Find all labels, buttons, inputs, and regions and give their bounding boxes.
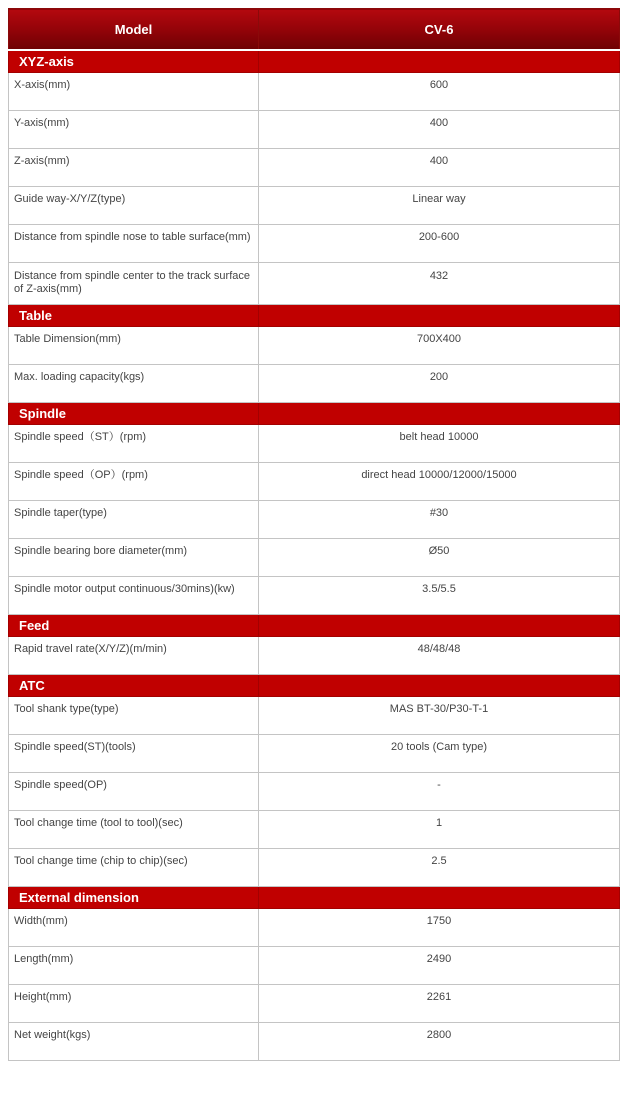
spec-value: 1750 <box>259 909 620 947</box>
table-row <box>9 735 620 773</box>
table-row <box>9 811 620 849</box>
spec-value: 2800 <box>259 1023 620 1061</box>
spec-label: Y-axis(mm) <box>9 111 259 149</box>
table-row <box>9 539 620 577</box>
spec-label: Spindle speed（ST）(rpm) <box>9 425 259 463</box>
spec-value: 2.5 <box>259 849 620 887</box>
table-row <box>9 577 620 615</box>
spec-label: Spindle taper(type) <box>9 501 259 539</box>
header-row <box>9 9 620 51</box>
spec-label: Tool shank type(type) <box>9 697 259 735</box>
spec-body <box>9 50 620 1061</box>
section-header <box>9 50 620 73</box>
spec-label: Spindle speed(ST)(tools) <box>9 735 259 773</box>
table-row <box>9 1023 620 1061</box>
section-title: Spindle <box>9 403 259 425</box>
spec-label: Height(mm) <box>9 985 259 1023</box>
section-spacer <box>259 50 620 73</box>
spec-value: MAS BT-30/P30-T-1 <box>259 697 620 735</box>
spec-label: Max. loading capacity(kgs) <box>9 365 259 403</box>
section-header <box>9 675 620 697</box>
section-header <box>9 615 620 637</box>
spec-value: 2490 <box>259 947 620 985</box>
section-title: Feed <box>9 615 259 637</box>
spec-label: Z-axis(mm) <box>9 149 259 187</box>
spec-value: 700X400 <box>259 327 620 365</box>
spec-value: 200 <box>259 365 620 403</box>
spec-value: 2261 <box>259 985 620 1023</box>
table-row <box>9 73 620 111</box>
table-row <box>9 327 620 365</box>
spec-value: 400 <box>259 149 620 187</box>
spec-value: 200-600 <box>259 225 620 263</box>
section-title: XYZ-axis <box>9 50 259 73</box>
spec-value: #30 <box>259 501 620 539</box>
spec-value: 432 <box>259 263 620 305</box>
spec-label: Spindle bearing bore diameter(mm) <box>9 539 259 577</box>
spec-label: Distance from spindle nose to table surface(mm) <box>9 225 259 263</box>
table-row <box>9 463 620 501</box>
spec-label: Rapid travel rate(X/Y/Z)(m/min) <box>9 637 259 675</box>
spec-label: Spindle motor output continuous/30mins)(kw) <box>9 577 259 615</box>
spec-label: Net weight(kgs) <box>9 1023 259 1061</box>
spec-value: 20 tools (Cam type) <box>259 735 620 773</box>
spec-label: Spindle speed(OP) <box>9 773 259 811</box>
section-header <box>9 887 620 909</box>
table-row <box>9 697 620 735</box>
spec-value: 600 <box>259 73 620 111</box>
table-row <box>9 263 620 305</box>
table-row <box>9 225 620 263</box>
spec-value: 400 <box>259 111 620 149</box>
spec-table <box>8 8 620 1061</box>
spec-value: Ø50 <box>259 539 620 577</box>
table-row <box>9 501 620 539</box>
table-row <box>9 985 620 1023</box>
spec-value: belt head 10000 <box>259 425 620 463</box>
table-row <box>9 111 620 149</box>
section-spacer <box>259 615 620 637</box>
section-title: ATC <box>9 675 259 697</box>
table-row <box>9 947 620 985</box>
section-header <box>9 403 620 425</box>
spec-value: 1 <box>259 811 620 849</box>
spec-label: Tool change time (tool to tool)(sec) <box>9 811 259 849</box>
spec-value: 3.5/5.5 <box>259 577 620 615</box>
table-row <box>9 637 620 675</box>
spec-label: Guide way-X/Y/Z(type) <box>9 187 259 225</box>
section-title: External dimension <box>9 887 259 909</box>
spec-label: Length(mm) <box>9 947 259 985</box>
section-spacer <box>259 887 620 909</box>
spec-label: Spindle speed（OP）(rpm) <box>9 463 259 501</box>
table-row <box>9 425 620 463</box>
section-header <box>9 305 620 327</box>
section-spacer <box>259 305 620 327</box>
table-row <box>9 909 620 947</box>
spec-label: Width(mm) <box>9 909 259 947</box>
spec-label: X-axis(mm) <box>9 73 259 111</box>
header-model-value: CV-6 <box>259 9 620 51</box>
table-row <box>9 849 620 887</box>
spec-label: Tool change time (chip to chip)(sec) <box>9 849 259 887</box>
spec-value: direct head 10000/12000/15000 <box>259 463 620 501</box>
table-row <box>9 187 620 225</box>
table-row <box>9 365 620 403</box>
spec-value: Linear way <box>259 187 620 225</box>
spec-label: Table Dimension(mm) <box>9 327 259 365</box>
header-model-label: Model <box>9 9 259 51</box>
spec-label: Distance from spindle center to the track surface of Z-axis(mm) <box>9 263 259 305</box>
table-row <box>9 773 620 811</box>
section-spacer <box>259 403 620 425</box>
section-spacer <box>259 675 620 697</box>
spec-value: 48/48/48 <box>259 637 620 675</box>
section-title: Table <box>9 305 259 327</box>
spec-value: - <box>259 773 620 811</box>
table-row <box>9 149 620 187</box>
